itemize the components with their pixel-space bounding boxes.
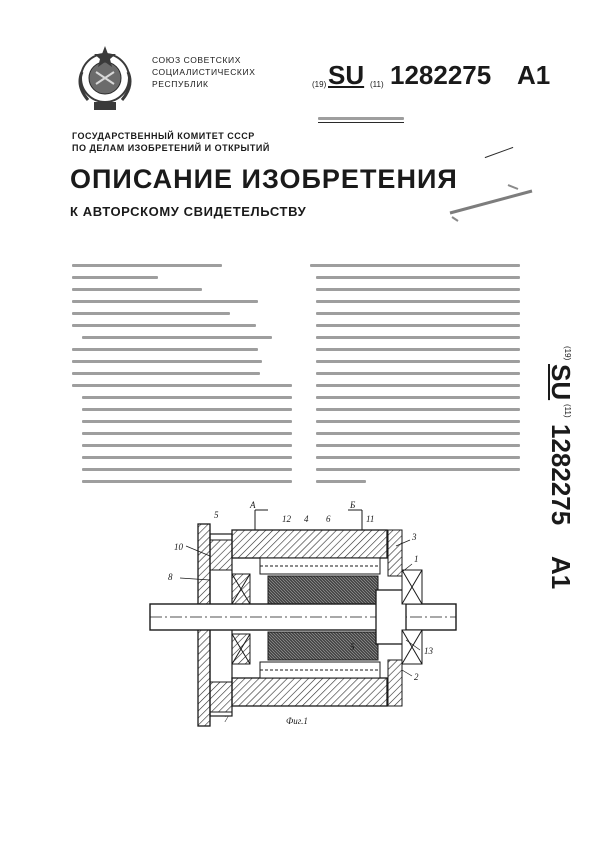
fig-label: Б	[350, 500, 356, 510]
code-11: (11)	[370, 80, 384, 89]
fig-label: А	[250, 500, 256, 510]
patent-kind: A1	[517, 60, 551, 90]
state-emblem-icon	[72, 42, 138, 114]
patent-number: 1282275	[390, 60, 492, 90]
country-code: SU	[328, 60, 365, 90]
side-code-11: (11)	[563, 404, 572, 418]
fig-label: 4	[304, 514, 309, 524]
fig-label: 6	[326, 514, 331, 524]
fig-label: 13	[424, 646, 433, 656]
fig-label: 5	[214, 510, 219, 520]
document-title: ОПИСАНИЕ ИЗОБРЕТЕНИЯ	[70, 164, 458, 194]
side-code-19: (19)	[563, 346, 572, 361]
fig-label: 11	[366, 514, 375, 524]
side-country-code: SU	[546, 364, 576, 401]
fig-label: 12	[282, 514, 291, 524]
committee-line-2: ПО ДЕЛАМ ИЗОБРЕТЕНИЙ И ОТКРЫТИЙ	[72, 143, 270, 153]
fig-label: 7	[224, 714, 229, 724]
stamp-mark	[485, 147, 514, 158]
library-stamp	[448, 183, 538, 223]
fig-label: 10	[174, 542, 183, 552]
fig-label: 3	[412, 532, 417, 542]
mpk-underline	[318, 122, 404, 123]
code-19: (19)	[312, 80, 327, 89]
fig-label: 8	[168, 572, 173, 582]
side-patent-number	[538, 338, 578, 698]
side-kind: A1	[546, 556, 576, 590]
fig-label: 1	[414, 554, 419, 564]
mpk-line	[318, 117, 404, 120]
org-line-2: СОЦИАЛИСТИЧЕСКИХ	[152, 67, 256, 77]
side-number: 1282275	[546, 424, 576, 526]
document-subtitle: К АВТОРСКОМУ СВИДЕТЕЛЬСТВУ	[70, 204, 307, 219]
patent-number-row	[312, 60, 582, 94]
fig-label: 2	[414, 672, 419, 682]
figure-caption: Фиг.1	[286, 716, 308, 726]
org-line-1: СОЮЗ СОВЕТСКИХ	[152, 55, 242, 65]
committee-line-1: ГОСУДАРСТВЕННЫЙ КОМИТЕТ СССР	[72, 131, 255, 141]
org-line-3: РЕСПУБЛИК	[152, 79, 209, 89]
coupling-cross-section-drawing	[140, 500, 460, 730]
fig-label: 5	[350, 642, 355, 652]
